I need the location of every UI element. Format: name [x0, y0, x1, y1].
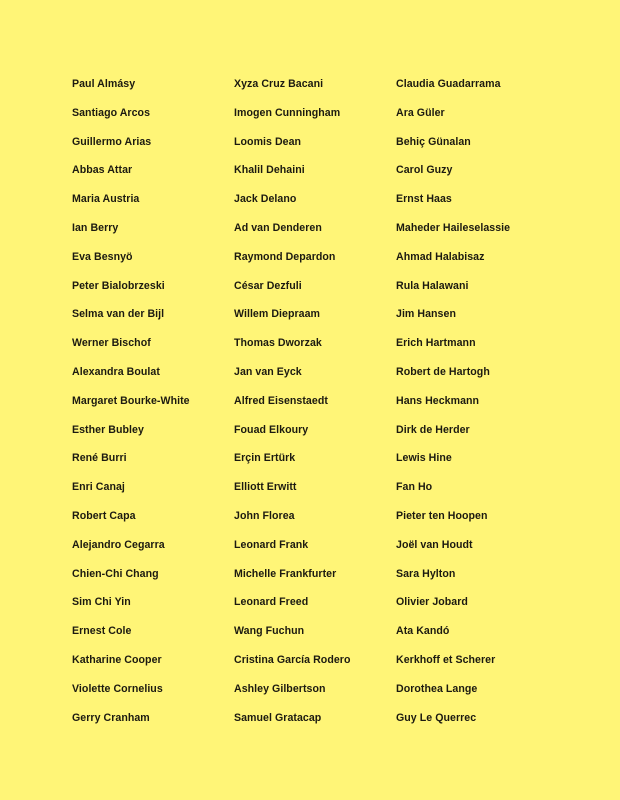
- photographer-name: Margaret Bourke-White: [72, 394, 190, 407]
- name-column-3: [396, 74, 546, 736]
- photographer-name: Ahmad Halabisaz: [396, 250, 485, 263]
- photographer-name: Jan van Eyck: [234, 365, 302, 378]
- photographer-name: Imogen Cunningham: [234, 106, 341, 119]
- photographer-name: Claudia Guadarrama: [396, 78, 501, 90]
- photographer-name: Ernst Haas: [396, 193, 452, 206]
- photographer-name: Alfred Eisenstaedt: [234, 394, 328, 407]
- photographer-name: Khalil Dehaini: [234, 164, 305, 177]
- photographer-name: Esther Bubley: [72, 423, 144, 436]
- photographer-name: Hans Heckmann: [396, 394, 480, 407]
- photographer-name: John Florea: [234, 509, 295, 522]
- photographer-name: Ata Kandó: [396, 625, 450, 638]
- photographer-name: Leonard Freed: [234, 596, 309, 609]
- photographer-name: Jack Delano: [234, 193, 297, 206]
- photographer-name: Lewis Hine: [396, 452, 452, 465]
- photographer-name: Loomis Dean: [234, 135, 302, 148]
- photographer-name: Abbas Attar: [72, 164, 133, 177]
- photographer-name: Robert Capa: [72, 509, 136, 522]
- name-columns: [72, 74, 546, 736]
- photographer-name: Ian Berry: [72, 221, 119, 234]
- photographer-name: Ernest Cole: [72, 625, 132, 638]
- photographer-name: Sim Chi Yin: [72, 596, 131, 609]
- photographer-name: Peter Bialobrzeski: [72, 279, 165, 292]
- photographer-name: Erich Hartmann: [396, 337, 476, 350]
- photographer-name: Werner Bischof: [72, 337, 151, 350]
- photographer-name: Raymond Depardon: [234, 250, 336, 263]
- photographer-name: Fan Ho: [396, 481, 433, 494]
- photographer-name: Chien-Chi Chang: [72, 567, 159, 580]
- name-column-1: [72, 74, 234, 736]
- photographer-name: Behiç Günalan: [396, 135, 471, 148]
- photographer-name: René Burri: [72, 452, 127, 465]
- photographer-name: Erçin Ertürk: [234, 452, 296, 465]
- photographer-name: Thomas Dworzak: [234, 337, 322, 350]
- photographer-name: Katharine Cooper: [72, 653, 162, 666]
- photographer-name: Violette Cornelius: [72, 682, 163, 695]
- photographer-name: Eva Besnyö: [72, 250, 133, 263]
- photographer-name: Dorothea Lange: [396, 682, 478, 695]
- name-column-2: [234, 74, 396, 736]
- photographer-name: Alejandro Cegarra: [72, 538, 165, 551]
- photographer-name: Willem Diepraam: [234, 308, 321, 321]
- photographer-name: Elliott Erwitt: [234, 481, 297, 494]
- photographer-name: Maheder Haileselassie: [396, 221, 511, 234]
- photographer-name: Paul Almásy: [72, 78, 136, 90]
- photographer-name: Ad van Denderen: [234, 221, 322, 234]
- photographer-name: César Dezfuli: [234, 279, 302, 292]
- photographer-name: Jim Hansen: [396, 308, 456, 321]
- photographer-name: Pieter ten Hoopen: [396, 509, 488, 522]
- photographer-name: Alexandra Boulat: [72, 365, 160, 378]
- photographer-name: Sara Hylton: [396, 567, 456, 580]
- photographer-name: Gerry Cranham: [72, 711, 150, 724]
- photographer-name: Maria Austria: [72, 193, 140, 206]
- photographer-name: Fouad Elkoury: [234, 423, 309, 436]
- photographer-name: Carol Guzy: [396, 164, 453, 177]
- photographer-name: Kerkhoff et Scherer: [396, 653, 496, 666]
- photographer-name: Xyza Cruz Bacani: [234, 78, 324, 90]
- photographer-name: Samuel Gratacap: [234, 711, 322, 724]
- photographer-name: Rula Halawani: [396, 279, 469, 292]
- photographer-name: Leonard Frank: [234, 538, 309, 551]
- photographer-name: Guy Le Querrec: [396, 711, 477, 724]
- photographer-name: Wang Fuchun: [234, 625, 305, 638]
- photographer-name: Santiago Arcos: [72, 106, 151, 119]
- photographer-name: Dirk de Herder: [396, 423, 470, 436]
- photographer-name: Robert de Hartogh: [396, 365, 490, 378]
- photographer-name: Joël van Houdt: [396, 538, 473, 551]
- photographer-name: Ashley Gilbertson: [234, 682, 326, 695]
- photographer-name: Michelle Frankfurter: [234, 567, 337, 580]
- photographer-name: Ara Güler: [396, 106, 445, 119]
- photographer-name: Enri Canaj: [72, 481, 125, 494]
- photographer-name: Cristina García Rodero: [234, 653, 351, 666]
- photographer-name: Guillermo Arias: [72, 135, 152, 148]
- photographer-name: Selma van der Bijl: [72, 308, 165, 321]
- photographer-name: Olivier Jobard: [396, 596, 468, 609]
